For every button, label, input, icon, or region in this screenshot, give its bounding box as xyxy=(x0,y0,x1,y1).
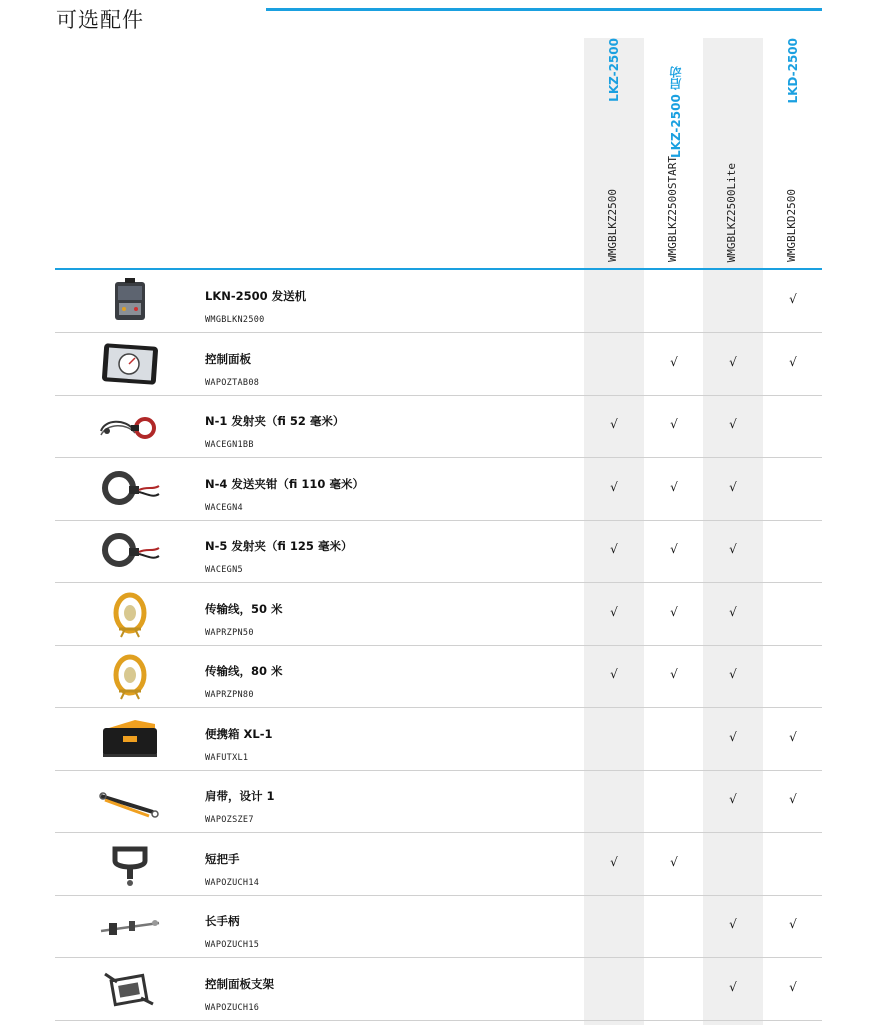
compatibility-check-mark: √ xyxy=(610,417,618,431)
column-product-code: WMGBLKZ2500Lite xyxy=(725,162,738,262)
product-name: N-4 发送夹钳（fi 110 毫米） xyxy=(205,476,364,491)
compatibility-check-mark: √ xyxy=(610,667,618,681)
compatibility-check-mark: √ xyxy=(610,854,618,869)
compatibility-check-mark: √ xyxy=(610,479,618,494)
table-row xyxy=(55,708,822,771)
table-row xyxy=(55,895,822,958)
table-row xyxy=(55,395,822,458)
compatibility-check-mark: √ xyxy=(729,667,737,681)
clamp-small-icon xyxy=(95,401,165,451)
compatibility-check-mark: √ xyxy=(789,729,797,744)
compatibility-check-mark: √ xyxy=(670,854,678,869)
compatibility-check-mark: √ xyxy=(729,729,737,744)
compatibility-check-mark: √ xyxy=(729,354,737,369)
compatibility-check-mark: √ xyxy=(729,917,737,931)
cable-reel-icon xyxy=(95,589,165,639)
table-row xyxy=(55,583,822,646)
compatibility-check-mark: √ xyxy=(789,792,797,806)
product-name: 传输线，50 米 xyxy=(205,601,283,616)
transmitter-case-icon xyxy=(95,276,165,326)
product-code: WACEGN5 xyxy=(205,565,243,575)
shoulder-strap-icon xyxy=(95,776,165,826)
compatibility-check-mark: √ xyxy=(670,417,678,431)
long-handle-icon xyxy=(95,901,165,951)
product-name: N-1 发射夹（fi 52 毫米） xyxy=(205,414,345,428)
product-name: 长手柄 xyxy=(205,914,240,928)
product-code: WACEGN1BB xyxy=(205,440,254,450)
short-handle-icon xyxy=(95,839,165,889)
product-code: WAPOZUCH15 xyxy=(205,940,260,950)
compatibility-check-mark: √ xyxy=(789,292,797,306)
compatibility-check-mark: √ xyxy=(670,354,678,369)
product-code: WAFUTXL1 xyxy=(205,752,249,763)
product-code: WACEGN4 xyxy=(205,502,243,513)
column-header xyxy=(763,38,823,268)
product-code: WAPRZPN80 xyxy=(205,690,254,700)
product-name: 肩带，设计 1 xyxy=(205,789,275,803)
title-rule xyxy=(266,8,822,11)
control-tablet-icon xyxy=(95,339,165,389)
table-row xyxy=(55,333,822,396)
compatibility-check-mark: √ xyxy=(670,604,678,619)
compatibility-check-mark: √ xyxy=(729,417,737,431)
table-row xyxy=(55,520,822,583)
product-name: N-5 发射夹（fi 125 毫米） xyxy=(205,539,353,553)
product-name: 传输线，80 米 xyxy=(205,664,283,678)
column-product-code: WMGBLKZ2500START xyxy=(666,156,679,262)
product-code: WAPRZPN50 xyxy=(205,627,254,638)
compatibility-check-mark: √ xyxy=(789,917,797,931)
table-row xyxy=(55,833,822,896)
compatibility-check-mark: √ xyxy=(610,542,618,556)
compatibility-check-mark: √ xyxy=(670,479,678,494)
table-row xyxy=(55,270,822,333)
table-row xyxy=(55,645,822,708)
compatibility-check-mark: √ xyxy=(729,542,737,556)
compatibility-check-mark: √ xyxy=(729,792,737,806)
page-title: 可选配件 xyxy=(56,8,144,32)
product-code: WAPOZTAB08 xyxy=(205,377,260,388)
column-header xyxy=(703,38,763,268)
column-product-name: LKZ-2500 启动 xyxy=(669,66,683,158)
compatibility-check-mark: √ xyxy=(789,979,797,994)
table-row xyxy=(55,458,822,521)
compatibility-check-mark: √ xyxy=(729,979,737,994)
product-name: 便携箱 XL-1 xyxy=(205,726,273,741)
product-code: WMGBLKN2500 xyxy=(205,315,265,325)
column-header xyxy=(584,38,644,268)
product-code: WAPOZUCH14 xyxy=(205,877,260,888)
column-product-code: WMGBLKZ2500 xyxy=(606,189,619,262)
product-name: 短把手 xyxy=(205,851,240,866)
product-name: 控制面板 xyxy=(205,351,251,366)
compatibility-check-mark: √ xyxy=(670,542,678,556)
tablet-holder-icon xyxy=(95,964,165,1014)
table-row xyxy=(55,770,822,833)
compatibility-check-mark: √ xyxy=(729,479,737,494)
column-product-code: WMGBLKD2500 xyxy=(785,189,798,262)
compatibility-check-mark: √ xyxy=(729,604,737,619)
column-product-name: LKD-2500 xyxy=(786,38,800,104)
column-product-name: LKZ-2500 xyxy=(607,38,621,102)
product-name: LKN-2500 发送机 xyxy=(205,289,307,303)
product-code: WAPOZSZE7 xyxy=(205,815,254,825)
product-code: WAPOZUCH16 xyxy=(205,1002,260,1013)
compatibility-check-mark: √ xyxy=(789,354,797,369)
compatibility-check-mark: √ xyxy=(610,604,618,619)
carry-bag-icon xyxy=(95,714,165,764)
column-header xyxy=(644,38,704,268)
clamp-large-icon xyxy=(95,526,165,576)
compatibility-check-mark: √ xyxy=(670,667,678,681)
product-name: 控制面板支架 xyxy=(205,976,274,991)
clamp-large-icon xyxy=(95,464,165,514)
cable-reel-icon xyxy=(95,651,165,701)
table-row xyxy=(55,958,822,1021)
